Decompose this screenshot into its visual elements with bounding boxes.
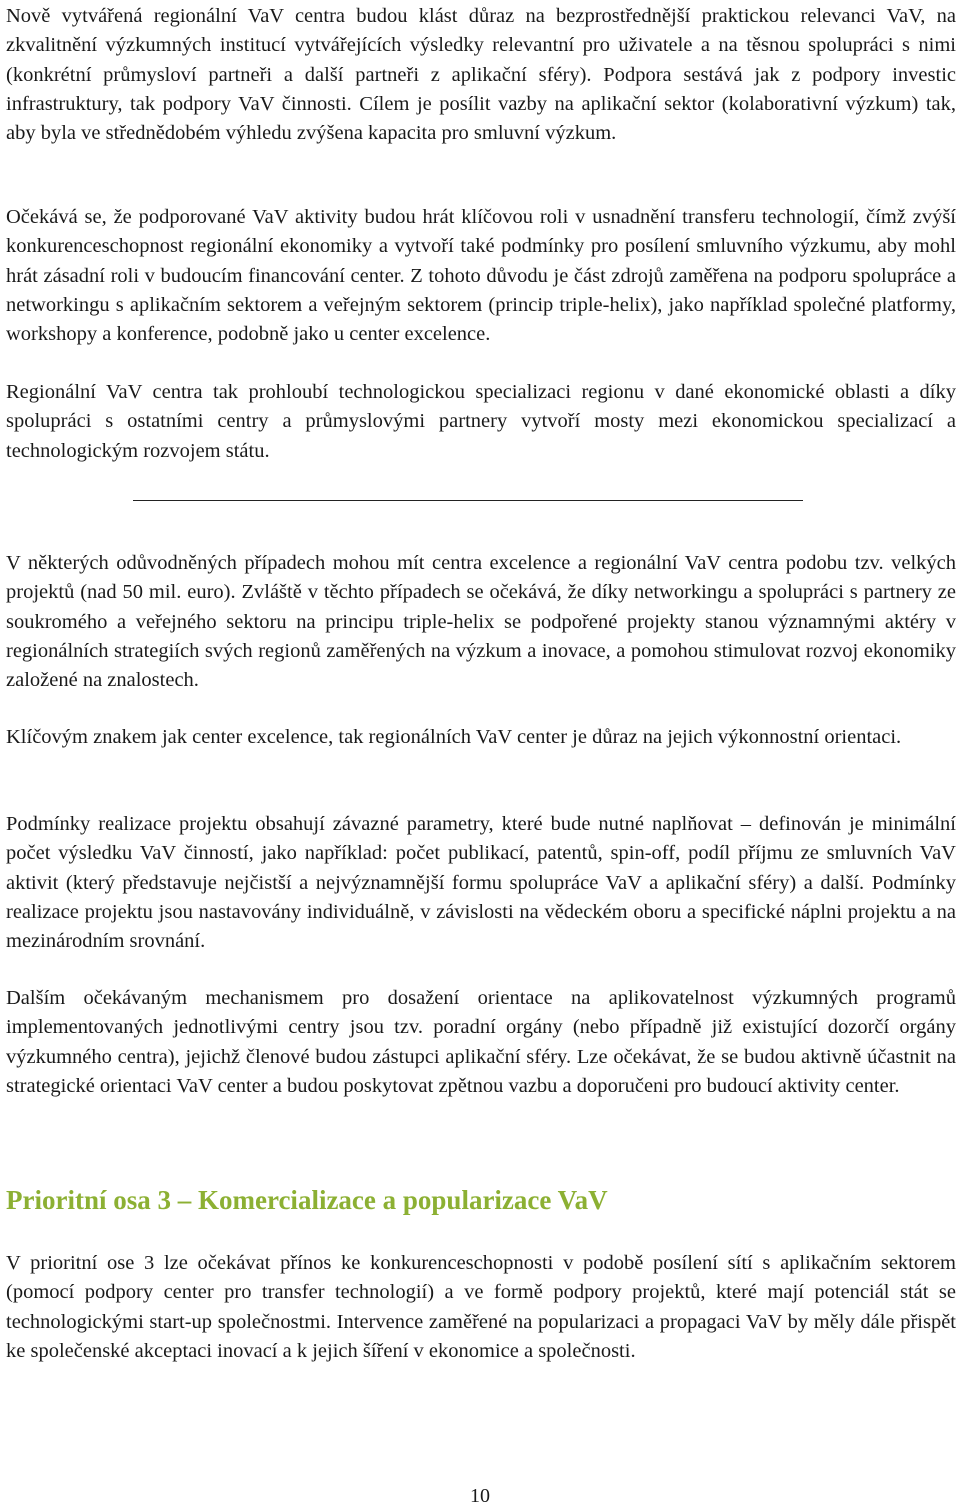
paragraph-project-conditions: Podmínky realizace projektu obsahují závazné parametry, které bude nutné naplňovat – definován je minimální počet výsledku VaV činností, jako například: počet publikací, patentů, spin-off, podíl příjmu ze smluvních VaV aktivit (který představuje nejčistší a nejvýznamnější formu spolupráce VaV a aplikační sféry) a další. Podmínky realizace projektu jsou nastavovány individuálně, v závislosti na vědeckém oboru a specifické náplni projektu a na mezinárodním srovnání.: [6, 813, 956, 953]
paragraph-expected-activities: Očekává se, že podporované VaV aktivity budou hrát klíčovou roli v usnadnění transferu technologií, čímž zvýší konkurenceschopnost regionální ekonomiky a vytvoří také podmínky pro posílení smluvního výzkumu, aby mohl hrát zásadní roli v budoucím financování center. Z tohoto důvodu je část zdrojů zaměřena na podporu spolupráce a networkingu s aplikačním sektorem a veřejným sektorem (princip triple-helix), jako například společné platformy, workshopy a konference, podobně jako u center excelence.: [6, 206, 956, 346]
paragraph-large-projects: V některých odůvodněných případech mohou mít centra excelence a regionální VaV centra podobu tzv. velkých projektů (nad 50 mil. euro). Zvláště v těchto případech se očekává, že díky networkingu a spolupráci s partnery ze soukromého a veřejného sektoru na principu triple-helix se podpořené projekty stanou významnými aktéry v regionálních strategiích svých regionů zaměřených na výzkum a inovace, a pomohou stimulovat rozvoj ekonomiky založené na znalostech.: [6, 552, 956, 692]
paragraph-regional-centres: Nově vytvářená regionální VaV centra budou klást důraz na bezprostřednější praktickou relevanci VaV, na zkvalitnění výzkumných institucí vytvářejících výsledky relevantní pro uživatele a na těsnou spolupráci s nimi (konkrétní průmysloví partneři a další partneři z aplikační sféry). Podpora sestává jak z podpory investic infrastruktury, tak podpory VaV činnosti. Cílem je posílit vazby na aplikační sektor (kolaborativní výzkum) tak, aby byla ve střednědobém výhledu zvýšena kapacita pro smluvní výzkum.: [6, 5, 956, 145]
section-heading: Prioritní osa 3 – Komercializace a popularizace VaV: [6, 1185, 608, 1215]
footnote-divider: [133, 500, 803, 501]
page-number: 10: [470, 1485, 490, 1507]
paragraph-performance-orientation: Klíčovým znakem jak center excelence, tak regionálních VaV center je důraz na jejich výkonnostní orientaci.: [6, 726, 902, 748]
paragraph-priority-axis-3: V prioritní ose 3 lze očekávat přínos ke konkurenceschopnosti v podobě posílení sítí s aplikačním sektorem (pomocí podpory center pro transfer technologií) a ve formě podpory projektů, které mají potenciál stát se technologickými start-up společnostmi. Intervence zaměřené na popularizaci a propagaci VaV by měly dále přispět ke společenské akceptaci inovací a k jejich šíření v ekonomice a společnosti.: [6, 1252, 956, 1362]
paragraph-advisory-bodies: Dalším očekávaným mechanismem pro dosažení orientace na aplikovatelnost výzkumných programů implementovaných jednotlivými centry jsou tzv. poradní orgány (nebo případně již existující dozorčí orgány výzkumného centra), jejichž členové budou zástupci aplikační sféry. Lze očekávat, že se budou aktivně účastnit na strategické orientaci VaV center a budou poskytovat zpětnou vazbu a doporučeni pro budoucí aktivity center.: [6, 987, 956, 1097]
paragraph-specialization: Regionální VaV centra tak prohloubí technologickou specializaci regionu v dané ekonomické oblasti a díky spolupráci s ostatními centry a průmyslovými partnery vytvoří mosty mezi ekonomickou specializací a technologickým rozvojem státu.: [6, 381, 956, 462]
